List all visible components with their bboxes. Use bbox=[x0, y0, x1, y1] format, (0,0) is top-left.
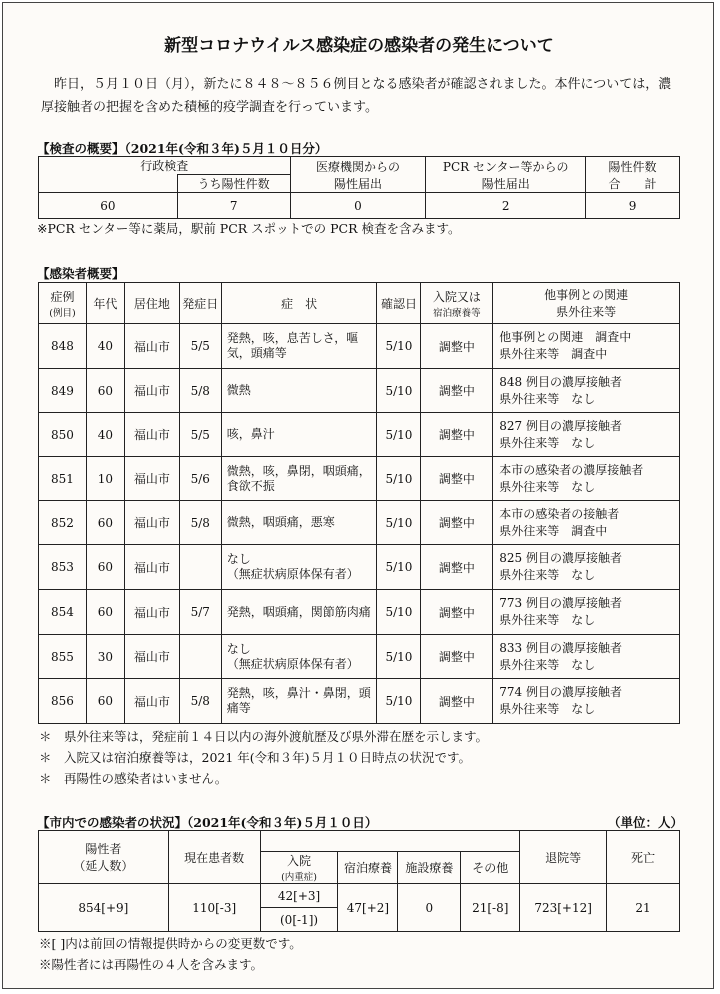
case-confirmed: 5/10 bbox=[377, 545, 421, 590]
case-relation-line1: 827 例目の濃厚接触者 bbox=[499, 418, 623, 433]
hospital-header bbox=[421, 283, 493, 324]
table-row bbox=[39, 545, 680, 590]
case-confirmed: 5/10 bbox=[377, 501, 421, 545]
cases-note-3: ＊ 再陽性の感染者はいません。 bbox=[39, 771, 228, 786]
city-note-2: ※陽性者には再陽性の４人を含みます。 bbox=[39, 957, 264, 972]
case-number: 853 bbox=[39, 545, 87, 590]
age-header: 年代 bbox=[86, 283, 124, 324]
case-number: 849 bbox=[39, 369, 87, 413]
case-header bbox=[39, 283, 87, 324]
current-header: 現在患者数 bbox=[168, 831, 260, 884]
deaths-header: 死亡 bbox=[607, 831, 680, 884]
table-row bbox=[39, 413, 680, 457]
document-page bbox=[2, 2, 714, 989]
case-relation-line2: 県外往来等 なし bbox=[499, 657, 596, 672]
city-notes bbox=[39, 933, 302, 975]
case-relation-line2: 県外往来等 なし bbox=[499, 479, 596, 494]
case-residence: 福山市 bbox=[124, 590, 179, 635]
case-age: 60 bbox=[86, 369, 124, 413]
case-age: 30 bbox=[86, 635, 124, 679]
case-symptoms: 微熱，咳，鼻閉，咽頭痛，食欲不振 bbox=[221, 457, 377, 501]
case-relation-line1: 848 例目の濃厚接触者 bbox=[499, 374, 623, 389]
case-age: 10 bbox=[86, 457, 124, 501]
symptoms-header: 症 状 bbox=[221, 283, 377, 324]
admin-positive-value: 7 bbox=[177, 193, 290, 219]
case-age: 60 bbox=[86, 545, 124, 590]
case-onset: 5/5 bbox=[179, 324, 221, 369]
hospital-value: 42[+3] bbox=[260, 884, 338, 908]
case-header-line2: (例目) bbox=[49, 307, 76, 319]
admin-header-spacer bbox=[39, 175, 178, 193]
case-residence: 福山市 bbox=[124, 635, 179, 679]
case-age: 60 bbox=[86, 590, 124, 635]
other-header: その他 bbox=[461, 852, 520, 884]
facility-value: 0 bbox=[398, 884, 461, 932]
table-row bbox=[39, 369, 680, 413]
case-status: 調整中 bbox=[421, 635, 493, 679]
case-confirmed: 5/10 bbox=[377, 369, 421, 413]
case-onset: 5/6 bbox=[179, 457, 221, 501]
case-relation-line2: 県外往来等 調査中 bbox=[499, 347, 608, 361]
medical-value: 0 bbox=[290, 193, 426, 219]
case-age: 40 bbox=[86, 413, 124, 457]
pcr-header-line2: 陽性届出 bbox=[481, 176, 530, 191]
admin-header: 行政検査 bbox=[39, 157, 291, 175]
case-status: 調整中 bbox=[421, 457, 493, 501]
total-header bbox=[586, 157, 680, 193]
case-status: 調整中 bbox=[421, 590, 493, 635]
case-symptoms: 咳，鼻汁 bbox=[221, 413, 377, 457]
case-relation-line2: 県外往来等 なし bbox=[499, 391, 596, 406]
positive-header-line2: （延人数） bbox=[73, 859, 134, 873]
cases-note-1: ＊ 県外往来等は，発症前１４日以内の海外渡航歴及び県外滞在歴を示します。 bbox=[39, 729, 489, 744]
medical-header-line1: 医療機関からの bbox=[315, 159, 400, 174]
table-row bbox=[39, 590, 680, 635]
case-status: 調整中 bbox=[421, 369, 493, 413]
case-status: 調整中 bbox=[421, 324, 493, 369]
case-relation bbox=[493, 369, 680, 413]
case-residence: 福山市 bbox=[124, 545, 179, 590]
hospital-col-header-line1: 入院 bbox=[287, 854, 312, 868]
table-row bbox=[39, 457, 680, 501]
case-relation bbox=[493, 457, 680, 501]
case-relation bbox=[493, 635, 680, 679]
case-age: 60 bbox=[86, 501, 124, 545]
case-confirmed: 5/10 bbox=[377, 635, 421, 679]
medical-header bbox=[290, 157, 426, 193]
case-number: 852 bbox=[39, 501, 87, 545]
admin-positive-header: うち陽性件数 bbox=[177, 175, 290, 193]
medical-header-line2: 陽性届出 bbox=[333, 176, 382, 191]
hospital-header-line1: 入院又は bbox=[432, 289, 481, 304]
hotel-value: 47[+2] bbox=[338, 884, 398, 932]
case-relation-line2: 県外往来等 なし bbox=[499, 435, 596, 450]
case-relation-line1: 833 例目の濃厚接触者 bbox=[499, 640, 623, 655]
relation-header-line2: 県外往来等 bbox=[556, 305, 617, 319]
case-residence: 福山市 bbox=[124, 324, 179, 369]
cases-heading: 【感染者概要】 bbox=[37, 266, 125, 281]
facility-header: 施設療養 bbox=[398, 852, 461, 884]
case-confirmed: 5/10 bbox=[377, 590, 421, 635]
case-relation bbox=[493, 324, 680, 369]
case-relation bbox=[493, 679, 680, 724]
hotel-header: 宿泊療養 bbox=[338, 852, 398, 884]
city-unit: （単位：人） bbox=[608, 815, 684, 830]
hospital-col-header bbox=[260, 852, 338, 884]
total-header-line2: 合 計 bbox=[608, 176, 657, 191]
case-onset: 5/8 bbox=[179, 501, 221, 545]
positive-header bbox=[39, 831, 169, 884]
case-symptoms: 発熱，咳，息苦しさ，嘔気，頭痛等 bbox=[221, 324, 377, 369]
pcr-header-line1: PCR センター等からの bbox=[442, 159, 569, 174]
case-relation bbox=[493, 590, 680, 635]
case-symptoms: 発熱，咽頭痛，関節筋肉痛 bbox=[221, 590, 377, 635]
discharged-value: 723[+12] bbox=[520, 884, 607, 932]
residence-header: 居住地 bbox=[124, 283, 179, 324]
total-value: 9 bbox=[586, 193, 680, 219]
case-residence: 福山市 bbox=[124, 369, 179, 413]
case-relation-line1: 他事例との関連 調査中 bbox=[499, 330, 632, 344]
hospital-header-line2: 宿泊療養等 bbox=[433, 307, 481, 319]
case-confirmed: 5/10 bbox=[377, 679, 421, 724]
confirmed-header: 確認日 bbox=[377, 283, 421, 324]
case-status: 調整中 bbox=[421, 545, 493, 590]
total-header-line1: 陽性件数 bbox=[608, 159, 657, 174]
table-row bbox=[39, 679, 680, 724]
discharged-header: 退院等 bbox=[520, 831, 607, 884]
case-header-line1: 症例 bbox=[50, 289, 75, 304]
current-value: 110[-3] bbox=[168, 884, 260, 932]
page-title: 新型コロナウイルス感染症の感染者の発生について bbox=[164, 36, 554, 56]
intro-paragraph: 昨日，５月１０日（月），新たに８４８～８５６例目となる感染者が確認されました。本件については，濃厚接触者の把握を含めた積極的疫学調査を行っています。 bbox=[41, 77, 672, 115]
hospital-col-header-line2: (内重症) bbox=[281, 872, 317, 883]
case-relation-line1: 本市の感染者の接触者 bbox=[499, 506, 620, 521]
case-relation-line2: 県外往来等 なし bbox=[499, 613, 596, 627]
case-residence: 福山市 bbox=[124, 457, 179, 501]
case-onset: 5/5 bbox=[179, 413, 221, 457]
case-relation-line1: 773 例目の濃厚接触者 bbox=[499, 596, 623, 610]
case-onset: 5/8 bbox=[179, 369, 221, 413]
table-row bbox=[39, 324, 680, 369]
case-relation-line1: 774 例目の濃厚接触者 bbox=[499, 685, 623, 699]
case-status: 調整中 bbox=[421, 501, 493, 545]
pcr-value: 2 bbox=[426, 193, 586, 219]
case-onset: 5/8 bbox=[179, 679, 221, 724]
case-relation-line1: 825 例目の濃厚接触者 bbox=[499, 551, 623, 565]
deaths-value: 21 bbox=[607, 884, 680, 932]
case-onset: 5/7 bbox=[179, 590, 221, 635]
case-confirmed: 5/10 bbox=[377, 413, 421, 457]
inspection-note: ※PCR センター等に薬局，駅前 PCR スポットでの PCR 検査を含みます。 bbox=[37, 221, 461, 236]
case-confirmed: 5/10 bbox=[377, 324, 421, 369]
table-row bbox=[39, 501, 680, 545]
case-symptoms: 微熱 bbox=[221, 369, 377, 413]
case-symptoms: なし （無症状病原体保有者） bbox=[221, 635, 377, 679]
cases-notes bbox=[39, 726, 488, 789]
case-number: 856 bbox=[39, 679, 87, 724]
case-age: 60 bbox=[86, 679, 124, 724]
current-breakdown-spacer bbox=[260, 831, 520, 852]
case-status: 調整中 bbox=[421, 679, 493, 724]
case-relation bbox=[493, 501, 680, 545]
case-symptoms: 微熱，咽頭痛，悪寒 bbox=[221, 501, 377, 545]
case-status: 調整中 bbox=[421, 413, 493, 457]
case-symptoms: 発熱，咳，鼻汁・鼻閉，頭痛等 bbox=[221, 679, 377, 724]
case-relation-line2: 県外往来等 調査中 bbox=[499, 523, 608, 538]
case-residence: 福山市 bbox=[124, 679, 179, 724]
other-value: 21[-8] bbox=[461, 884, 520, 932]
case-onset bbox=[179, 545, 221, 590]
case-age: 40 bbox=[86, 324, 124, 369]
case-symptoms: なし （無症状病原体保有者） bbox=[221, 545, 377, 590]
inspection-table bbox=[38, 156, 680, 219]
positive-header-line1: 陽性者 bbox=[85, 842, 122, 856]
cases-table bbox=[38, 282, 680, 724]
case-number: 854 bbox=[39, 590, 87, 635]
city-heading: 【市内での感染者の状況】（2021年(令和３年)５月１０日） bbox=[37, 815, 378, 830]
case-relation bbox=[493, 413, 680, 457]
admin-value: 60 bbox=[39, 193, 178, 219]
city-table bbox=[38, 830, 680, 932]
pcr-header bbox=[426, 157, 586, 193]
city-note-1: ※[ ]内は前回の情報提供時からの変更数です。 bbox=[39, 936, 302, 951]
case-relation bbox=[493, 545, 680, 590]
positive-value: 854[+9] bbox=[39, 884, 169, 932]
inspection-heading: 【検査の概要】（2021年(令和３年)５月１０日分） bbox=[37, 141, 328, 156]
case-number: 850 bbox=[39, 413, 87, 457]
case-relation-line2: 県外往来等 なし bbox=[499, 702, 596, 716]
case-number: 848 bbox=[39, 324, 87, 369]
case-number: 855 bbox=[39, 635, 87, 679]
case-residence: 福山市 bbox=[124, 501, 179, 545]
onset-header: 発症日 bbox=[179, 283, 221, 324]
case-relation-line2: 県外往来等 なし bbox=[499, 568, 596, 582]
relation-header-line1: 他事例との関連 bbox=[544, 288, 629, 302]
case-relation-line1: 本市の感染者の濃厚接触者 bbox=[499, 462, 644, 477]
case-residence: 福山市 bbox=[124, 413, 179, 457]
hospital-severe-value: (0[-1]) bbox=[260, 908, 338, 932]
case-onset bbox=[179, 635, 221, 679]
cases-note-2: ＊ 入院又は宿泊療養等は，2021 年(令和３年)５月１０日時点の状況です。 bbox=[39, 750, 472, 765]
case-confirmed: 5/10 bbox=[377, 457, 421, 501]
table-row bbox=[39, 635, 680, 679]
relation-header bbox=[493, 283, 680, 324]
case-number: 851 bbox=[39, 457, 87, 501]
